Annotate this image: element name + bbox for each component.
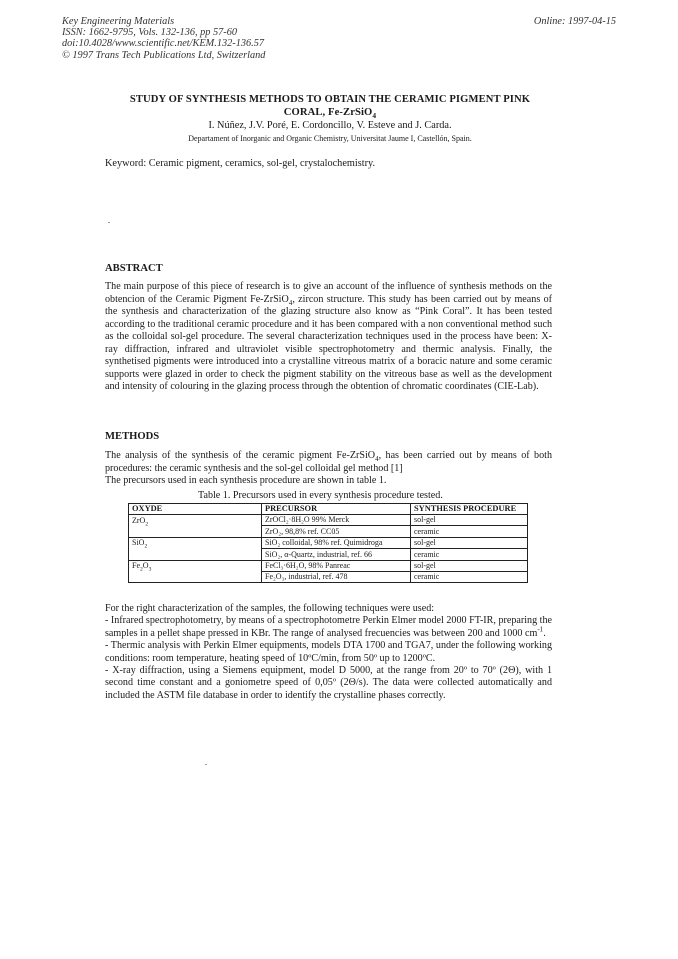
table-row xyxy=(129,560,528,571)
oxyde-cell: SiO$_2$ xyxy=(129,537,262,548)
col-header-procedure: SYNTHESIS PROCEDURE xyxy=(411,504,528,515)
precursor-cell: Fe₂O₃, industrial, ref. 478 xyxy=(262,571,411,582)
methods-paragraph: The analysis of the synthesis of the ceramic pigment Fe-ZrSiO$_4$, has been carried out by means of both procedures: the ceramic synthesis and the sol-gel colloidal gel method [1] The precursors used in each synthesis procedure are shown in table 1. xyxy=(105,450,553,486)
precursor-cell: ZrO₂, 98,8% ref. CC05 xyxy=(262,526,411,537)
oxyde-cell xyxy=(129,571,262,582)
scan-speck xyxy=(108,222,110,223)
procedure-cell: sol-gel xyxy=(411,560,528,571)
precursor-cell: FeCl₃·6H₂O, 98% Panreac xyxy=(262,560,411,571)
methods-heading: METHODS xyxy=(105,431,160,442)
characterization-intro: For the right characterization of the samples, the following techniques were used: xyxy=(105,603,435,614)
title-line-1: STUDY OF SYNTHESIS METHODS TO OBTAIN THE CERAMIC PIGMENT PINK xyxy=(129,94,531,105)
journal-header xyxy=(62,16,265,61)
precursor-cell: ZrOCl₂·8H₂O 99% Merck xyxy=(262,515,411,526)
methods-table-reference: The precursors used in each synthesis procedure are shown in table 1. xyxy=(105,475,387,486)
keyword-line: Keyword: Ceramic pigment, ceramics, sol-gel, crystalochemistry. xyxy=(105,158,376,169)
paper-title xyxy=(105,94,555,119)
scan-speck xyxy=(205,764,207,765)
issn-line: ISSN: 1662-9795, Vols. 132-136, pp 57-60 xyxy=(62,27,238,39)
technique-thermal: - Thermic analysis with Perkin Elmer equipments, models DTA 1700 and TGA7, under the following working conditions: room temperature, heating speed of 10ºC/min, from 50º up to 1200ºC. xyxy=(105,640,552,664)
procedure-cell: sol-gel xyxy=(411,537,528,548)
characterization-section xyxy=(105,603,552,702)
precursor-table xyxy=(128,503,528,583)
table-caption: Table 1. Precursors used in every synthesis procedure tested. xyxy=(198,490,443,501)
table-row xyxy=(129,515,528,526)
procedure-cell: ceramic xyxy=(411,549,528,560)
oxyde-cell: $Fe_2O_3$ xyxy=(129,560,262,571)
procedure-cell: ceramic xyxy=(411,571,528,582)
title-line-2: CORAL, Fe-ZrSiO$_4$ xyxy=(283,106,377,120)
abstract-heading: ABSTRACT xyxy=(105,263,163,274)
oxyde-cell: ZrO$_2$ xyxy=(129,515,262,526)
technique-xrd: - X-ray diffraction, using a Siemens equipment, model D 5000, at the range from 20º to 70º (2Θ), with 1 second time constant and a goniometre speed of 0,05º (2Θ/s). The data were collected automatically and included the ASTM file database in order to identify the crystalline phases correctly. xyxy=(105,665,552,701)
table-row xyxy=(129,537,528,548)
procedure-cell: sol-gel xyxy=(411,515,528,526)
procedure-cell: ceramic xyxy=(411,526,528,537)
journal-name: Key Engineering Materials xyxy=(62,16,175,27)
table-row xyxy=(129,549,528,560)
table-row xyxy=(129,571,528,582)
online-date: Online: 1997-04-15 xyxy=(533,16,616,27)
table-row xyxy=(129,526,528,537)
oxyde-cell xyxy=(129,549,262,560)
abstract-paragraph: The main purpose of this piece of research is to give an account of the influence of synthesis methods on the obtencion of the Ceramic Pigment Fe-ZrSiO$_4$, zircon structure. This study has been carried out by means of the synthesis and characterization of the glazing structure also know as “Pink Coral”. It has been tested according to the traditional ceramic procedure and it has been compared with a non conventional method such as the colloidal sol-gel procedure. The several characterization techniques used in the process have been: X-ray diffraction, infrared and ultraviolet visible spectrophotometry and thermic analysis. Finally, the synthetised pigments were introduced into a crystalline vitreous matrix of a boracic nature and some ceramic supports were glazed in order to check the pigment stability on the vitreous base as well as the development and intensity of colouring in the glazing process through the obtention of chromatic coordinates (CIE-Lab). xyxy=(105,281,552,392)
doi-line: doi:10.4028/www.scientific.net/KEM.132-136.57 xyxy=(62,38,265,50)
precursor-cell: SiO₂ colloidal, 98% ref. Quimidroga xyxy=(262,537,411,548)
technique-infrared: - Infrared spectrophotometry, by means of a spectrophotometre Perkin Elmer model 2000 FT-IR, preparing the samples in a pellet shape pressed in KBr. The range of analysed frecuencies was between 200 and 1000 $cm^{-1}$. xyxy=(105,615,552,639)
affiliation: Departament of Inorganic and Organic Chemistry, Universitat Jaume I, Castellón, Spain. xyxy=(188,134,472,143)
oxyde-cell xyxy=(129,526,262,537)
table-header-row xyxy=(129,504,528,515)
col-header-oxyde: OXYDE xyxy=(129,504,262,515)
col-header-precursor: PRECURSOR xyxy=(262,504,411,515)
precursor-cell: SiO₂, α-Quartz, industrial, ref. 66 xyxy=(262,549,411,560)
authors: I. Núñez, J.V. Poré, E. Cordoncillo, V. Esteve and J. Carda. xyxy=(208,120,452,131)
copyright-line: © 1997 Trans Tech Publications Ltd, Switzerland xyxy=(62,49,266,61)
